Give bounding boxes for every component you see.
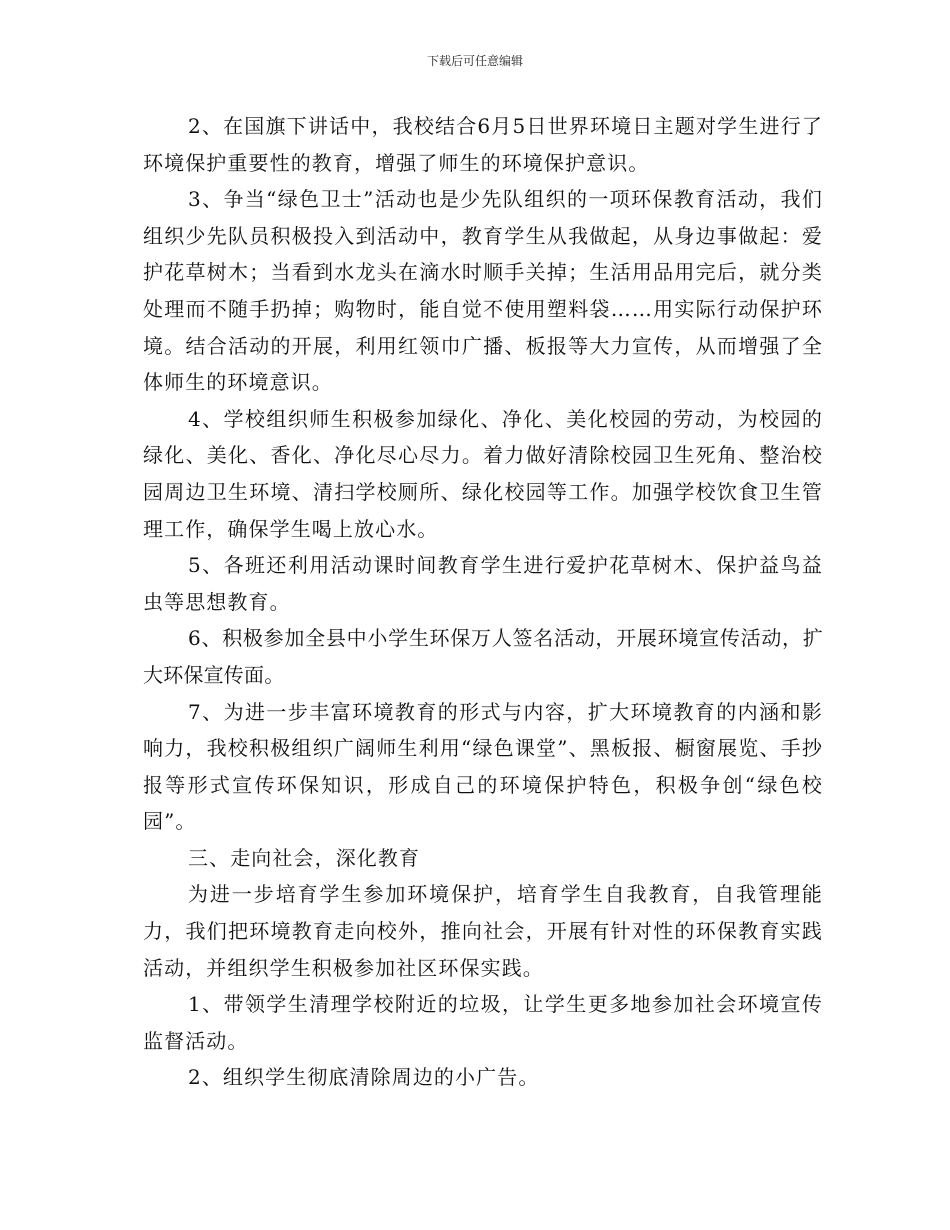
paragraph-item-3-green-guard: 3、争当“绿色卫士”活动也是少先队组织的一项环保教育活动，我们组织少先队员积极投入到活动中，教育学生从我做起，从身边事做起：爱护花草树木；当看到水龙头在滴水时顺手关掉；生活用品用完后，就分类处理而不随手扔掉；购物时，能自觉不使用塑料袋……用实际行动保护环境。结合活动的开展，利用红领巾广播、板报等大力宣传，从而增强了全体师生的环境意识。 — [143, 187, 823, 395]
paragraph-item-1-garbage-cleanup: 1、带领学生清理学校附近的垃圾，让学生更多地参加社会环境宣传监督活动。 — [143, 992, 823, 1053]
page-header: 下载后可任意编辑 — [426, 54, 523, 68]
paragraph-item-5-class-activities: 5、各班还利用活动课时间教育学生进行爱护花草树木、保护益鸟益虫等思想教育。 — [143, 553, 823, 614]
document-body — [143, 108, 823, 1096]
paragraph-section-intro: 为进一步培育学生参加环境保护，培育学生自我教育，自我管理能力，我们把环境教育走向校外，推向社会，开展有针对性的环保教育实践活动，并组织学生积极参加社区环保实践。 — [143, 882, 823, 980]
section-heading-society: 三、走向社会，深化教育 — [188, 845, 421, 870]
paragraph-item-2-remove-ads: 2、组织学生彻底清除周边的小广告。 — [188, 1065, 540, 1090]
paragraph-item-7-green-campus: 7、为进一步丰富环境教育的形式与内容，扩大环境教育的内涵和影响力，我校积极组织广阔师生利用“绿色课堂”、黑板报、橱窗展览、手抄报等形式宣传环保知识，形成自己的环境保护特色，积极争创“绿色校园”。 — [143, 699, 823, 834]
paragraph-item-4-campus-greening: 4、学校组织师生积极参加绿化、净化、美化校园的劳动，为校园的绿化、美化、香化、净化尽心尽力。着力做好清除校园卫生死角、整治校园周边卫生环境、清扫学校厕所、绿化校园等工作。加强学校饮食卫生管理工作，确保学生喝上放心水。 — [143, 406, 823, 541]
paragraph-item-2-flag-speech: 2、在国旗下讲话中，我校结合6月5日世界环境日主题对学生进行了环境保护重要性的教育，增强了师生的环境保护意识。 — [143, 114, 823, 175]
paragraph-item-6-signature-campaign: 6、积极参加全县中小学生环保万人签名活动，开展环境宣传活动，扩大环保宣传面。 — [143, 626, 823, 687]
